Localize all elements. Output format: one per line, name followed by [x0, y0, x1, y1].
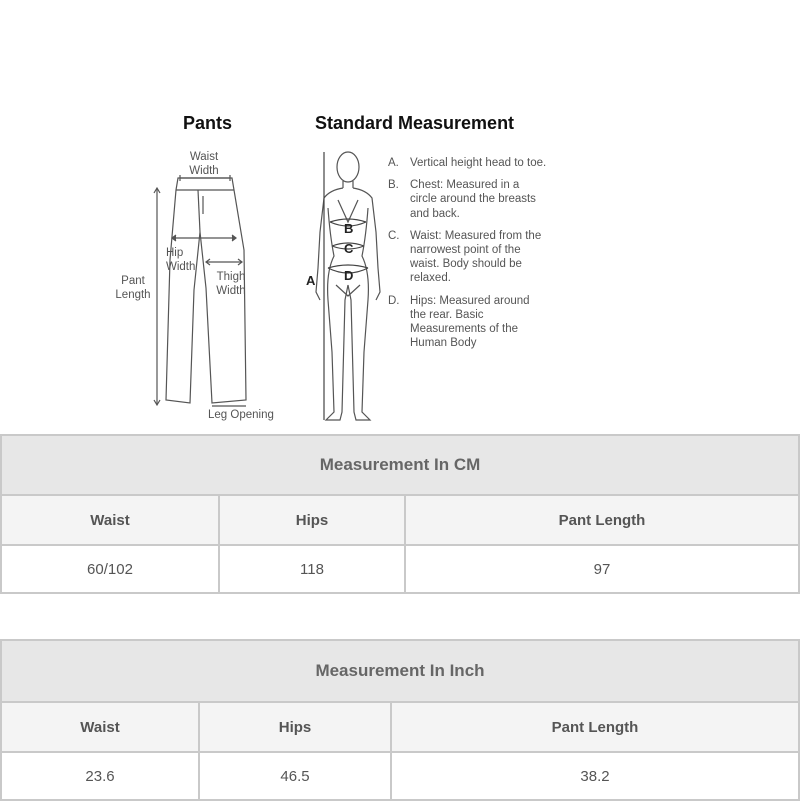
header-hips: Hips [199, 702, 391, 752]
legend-item-c: C. Waist: Measured from the narrowest point of the waist. Body should be relaxed. [388, 229, 542, 285]
marker-d: D [344, 268, 354, 283]
table-row [1, 752, 799, 800]
measurement-legend [388, 156, 548, 358]
header-pant-length: Pant Length [391, 702, 799, 752]
marker-b: B [344, 221, 354, 236]
thigh-width-label: Thigh Width [216, 271, 246, 297]
header-hips: Hips [219, 495, 405, 545]
table-row [1, 545, 799, 593]
pants-title: Pants [183, 113, 233, 133]
value-waist: 23.6 [1, 752, 199, 800]
header-waist: Waist [1, 702, 199, 752]
value-hips: 118 [219, 545, 405, 593]
legend-item-d: D. Hips: Measured around the rear. Basic Measurements of the Human Body [388, 294, 530, 350]
header-waist: Waist [1, 495, 219, 545]
leg-opening-label: Leg Opening [208, 409, 274, 421]
inch-size-table [0, 639, 800, 801]
value-hips: 46.5 [199, 752, 391, 800]
hip-width-label: Hip Width [166, 247, 196, 273]
value-pant-length: 38.2 [391, 752, 799, 800]
marker-a: A [306, 273, 316, 288]
legend-item-a: A. Vertical height head to toe. [388, 157, 547, 169]
waist-width-label: Waist Width [189, 151, 219, 177]
marker-c: C [344, 241, 354, 256]
standard-measurement-title: Standard Measurement [315, 113, 515, 133]
pant-length-label: Pant Length [115, 275, 151, 301]
thigh-arrow [206, 259, 242, 265]
table-title: Measurement In Inch [1, 640, 799, 702]
body-figure [316, 152, 380, 420]
cm-size-table [0, 434, 800, 594]
table-title: Measurement In CM [1, 435, 799, 495]
value-waist: 60/102 [1, 545, 219, 593]
value-pant-length: 97 [405, 545, 799, 593]
hip-arrow [172, 235, 236, 241]
table-header-row [1, 702, 799, 752]
header-pant-length: Pant Length [405, 495, 799, 545]
table-header-row [1, 495, 799, 545]
legend-item-b: B. Chest: Measured in a circle around the breasts and back. [388, 179, 536, 220]
